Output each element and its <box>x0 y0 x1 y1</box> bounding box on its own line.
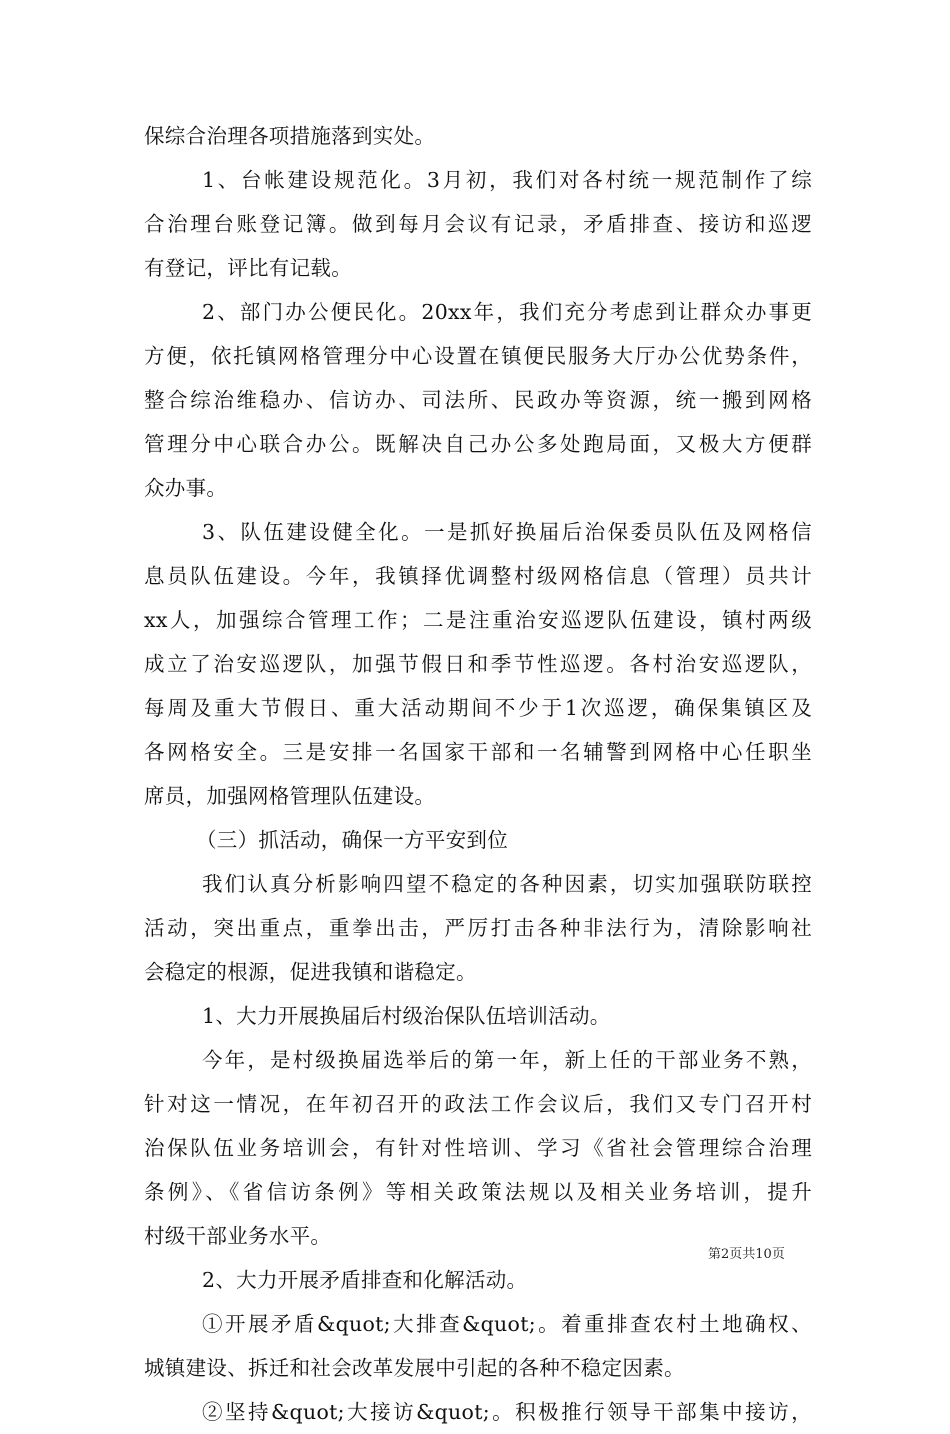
text-line: xx人，加强综合管理工作；二是注重治安巡逻队伍建设，镇村两级 <box>144 608 812 632</box>
text-line: 今年，是村级换届选举后的第一年，新上任的干部业务不熟， <box>202 1048 812 1072</box>
text-line: 针对这一情况，在年初召开的政法工作会议后，我们又专门召开村 <box>144 1092 812 1116</box>
text-line: 村级干部业务水平。 <box>144 1224 332 1248</box>
text-line: 各网格安全。三是安排一名国家干部和一名辅警到网格中心任职坐 <box>144 740 812 764</box>
text-line: 会稳定的根源，促进我镇和谐稳定。 <box>144 960 477 984</box>
text-line: 我们认真分析影响四望不稳定的各种因素，切实加强联防联控 <box>202 872 812 896</box>
text-line: 合治理台账登记簿。做到每月会议有记录，矛盾排查、接访和巡逻 <box>144 212 812 236</box>
text-line: 城镇建设、拆迁和社会改革发展中引起的各种不稳定因素。 <box>144 1356 685 1380</box>
text-line: 3、队伍建设健全化。一是抓好换届后治保委员队伍及网格信 <box>202 520 812 544</box>
text-line: 治保队伍业务培训会，有针对性培训、学习《省社会管理综合治理 <box>144 1136 812 1160</box>
text-line: 条例》、《省信访条例》等相关政策法规以及相关业务培训，提升 <box>144 1180 812 1204</box>
text-line: 息员队伍建设。今年，我镇择优调整村级网格信息（管理）员共计 <box>144 564 812 588</box>
text-line: 成立了治安巡逻队，加强节假日和季节性巡逻。各村治安巡逻队， <box>144 652 812 676</box>
text-line: 整合综治维稳办、信访办、司法所、民政办等资源，统一搬到网格 <box>144 388 812 412</box>
text-line: 1、台帐建设规范化。3月初，我们对各村统一规范制作了综 <box>202 168 812 192</box>
text-line: 众办事。 <box>144 476 228 500</box>
text-line: 2、大力开展矛盾排查和化解活动。 <box>202 1268 528 1292</box>
text-line: ①开展矛盾&quot;大排查&quot;。着重排查农村土地确权、 <box>202 1312 812 1336</box>
page-number-footer: 第2页共10页 <box>708 1247 785 1262</box>
text-line: 有登记，评比有记载。 <box>144 256 352 280</box>
text-line: 1、大力开展换届后村级治保队伍培训活动。 <box>202 1004 611 1028</box>
text-line: 管理分中心联合办公。既解决自己办公多处跑局面，又极大方便群 <box>144 432 812 456</box>
text-line: 方便，依托镇网格管理分中心设置在镇便民服务大厅办公优势条件， <box>144 344 812 368</box>
text-line: 活动，突出重点，重拳出击，严厉打击各种非法行为，清除影响社 <box>144 916 812 940</box>
document-body <box>144 114 812 1434</box>
text-line: 席员，加强网格管理队伍建设。 <box>144 784 436 808</box>
text-line: 每周及重大节假日、重大活动期间不少于1次巡逻，确保集镇区及 <box>144 696 812 720</box>
text-line: 2、部门办公便民化。20xx年，我们充分考虑到让群众办事更 <box>202 300 812 324</box>
text-line: （三）抓活动，确保一方平安到位 <box>196 828 508 852</box>
text-line: ②坚持&quot;大接访&quot;。积极推行领导干部集中接访， <box>202 1400 812 1424</box>
text-line: 保综合治理各项措施落到实处。 <box>144 124 436 148</box>
